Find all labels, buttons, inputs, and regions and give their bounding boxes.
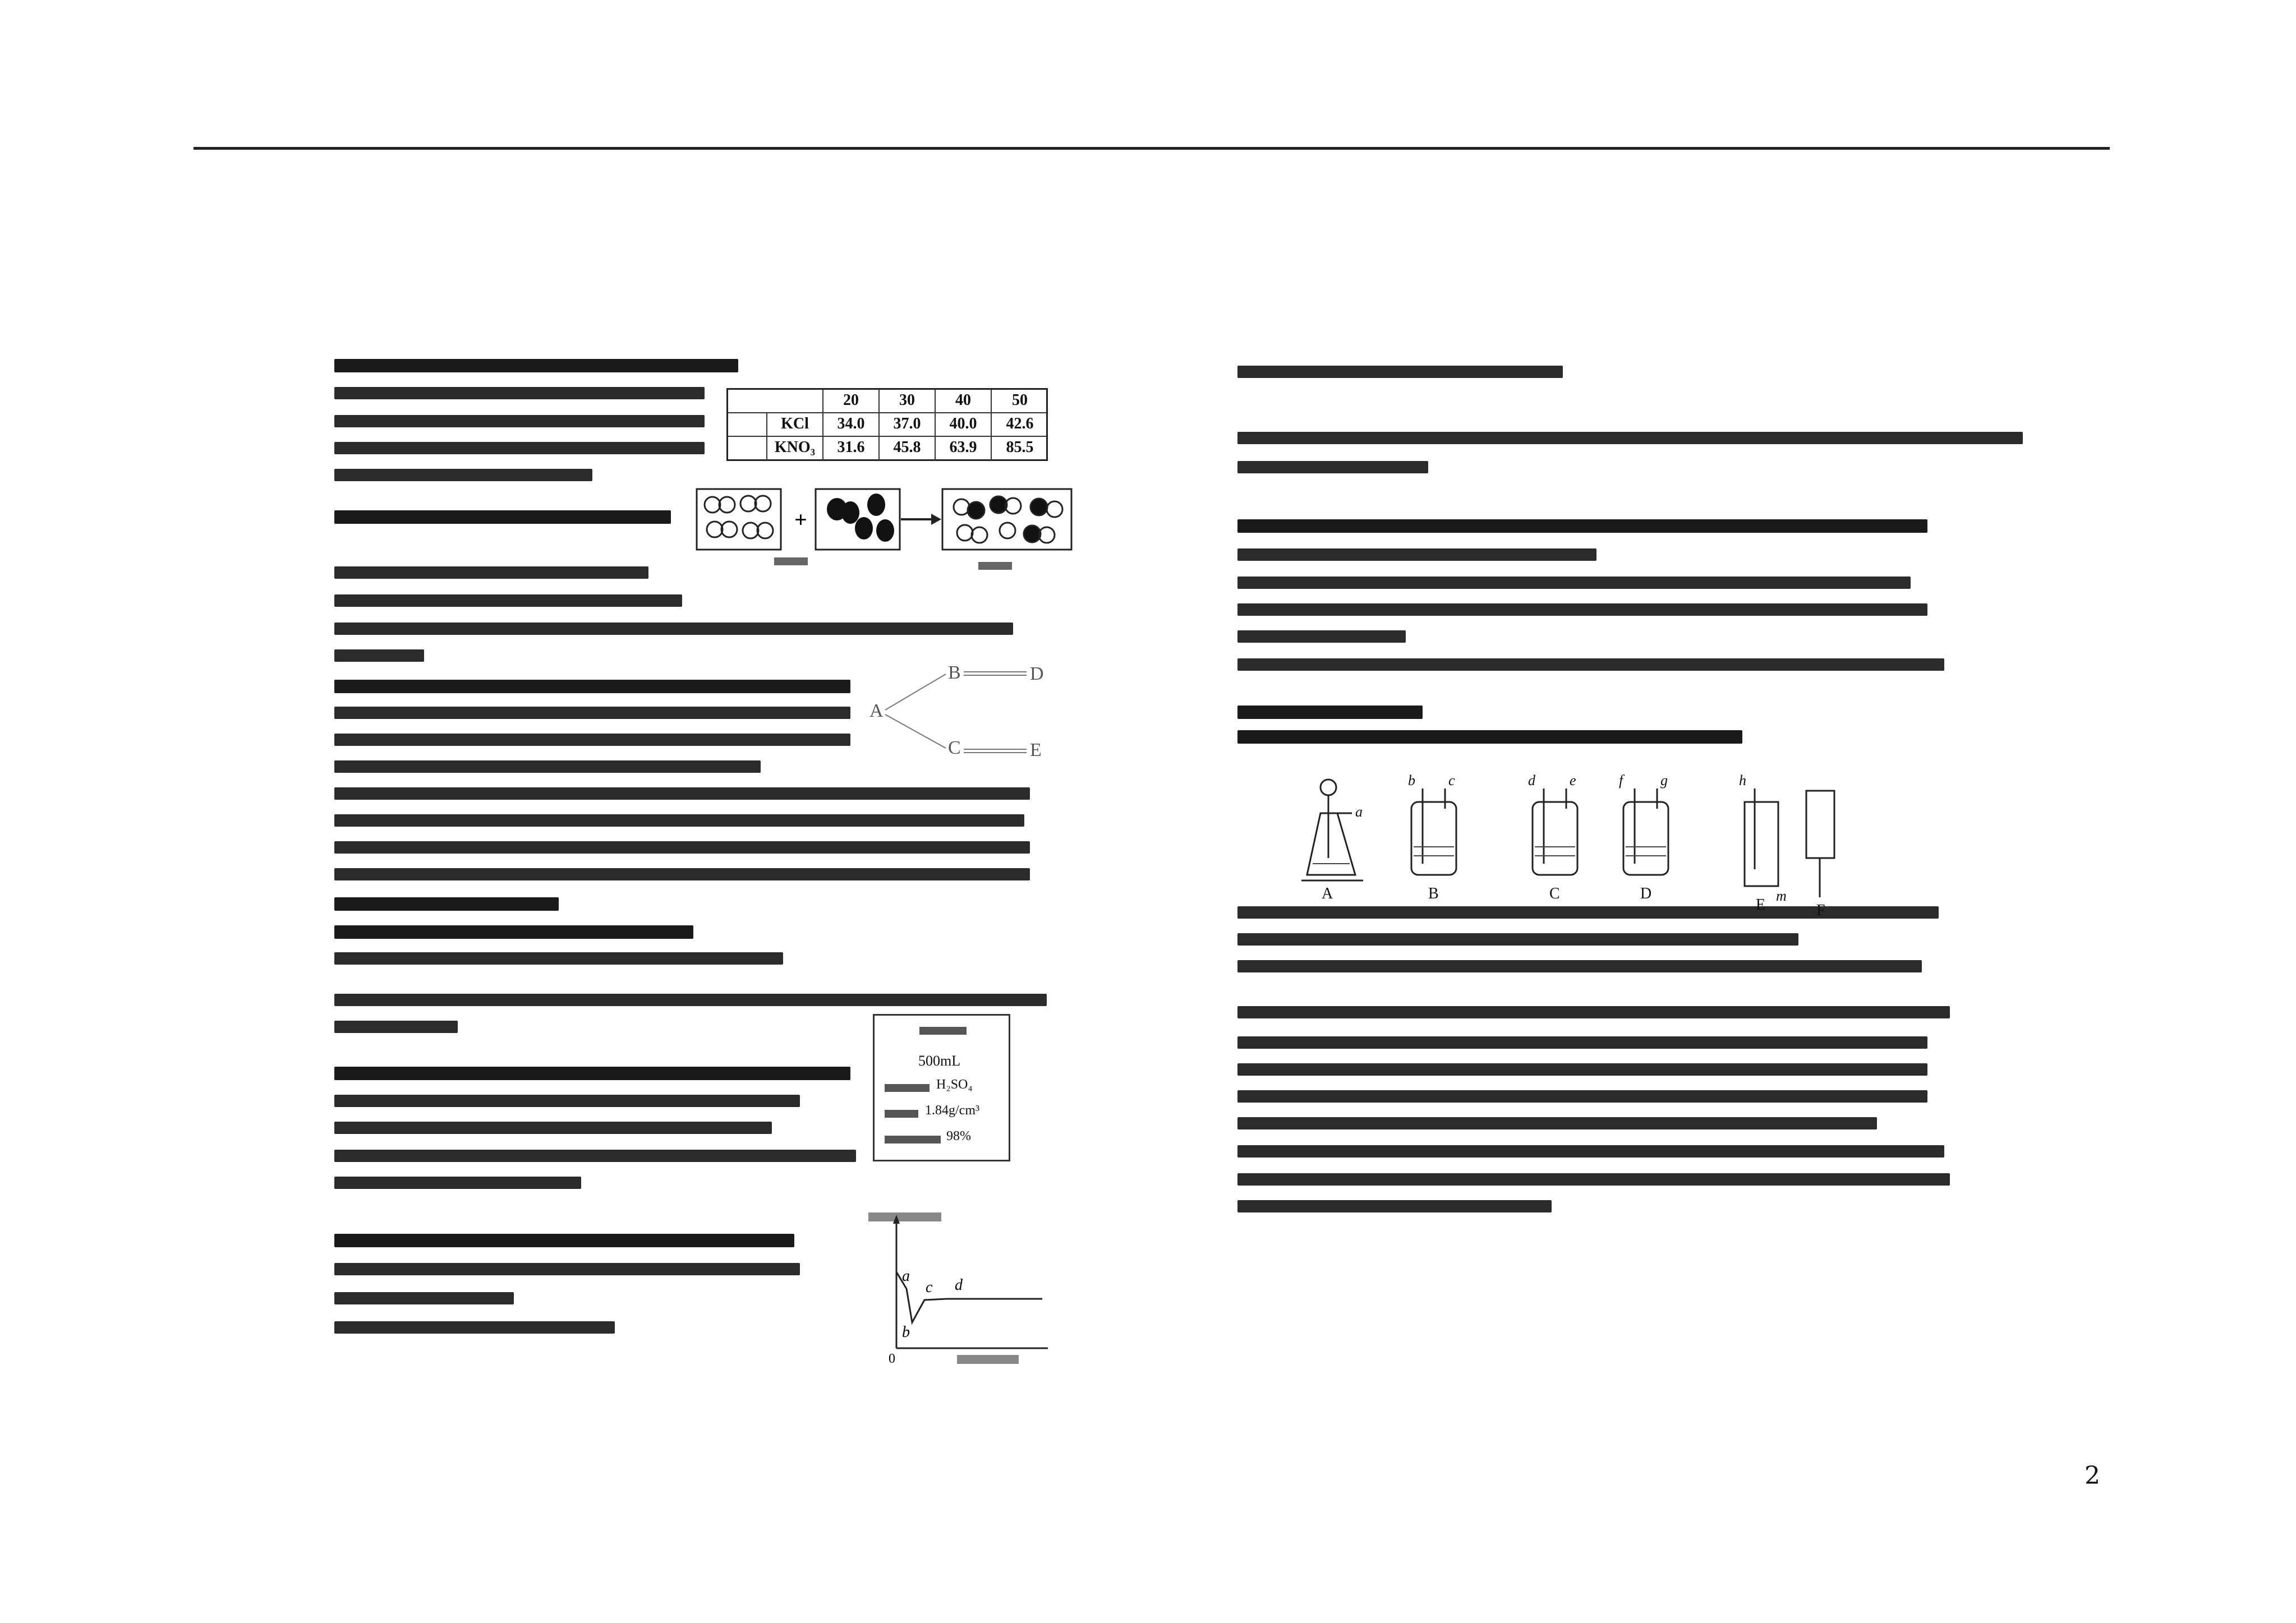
reactant-caption (774, 557, 808, 565)
q20-text (334, 814, 1024, 827)
graph-curve (896, 1272, 1042, 1322)
table-cell: 20 (823, 390, 880, 412)
q23-text (334, 1292, 514, 1304)
bottle-b (1411, 802, 1456, 875)
table-cell (728, 413, 767, 436)
q23-text (1237, 461, 1428, 473)
point-b-label: b (902, 1324, 910, 1341)
label-line (885, 1110, 918, 1118)
table-cell (728, 390, 823, 412)
mass-graph (863, 1205, 1053, 1373)
apparatus-b-label: B (1428, 885, 1439, 902)
table-row (728, 413, 1046, 437)
q25-text (1237, 960, 1922, 972)
bottle-d (1623, 802, 1668, 875)
section-heading (334, 897, 559, 911)
table-cell: 85.5 (1006, 439, 1034, 456)
table-cell: 40 (936, 390, 992, 412)
q25-text (1237, 1145, 1944, 1158)
q20-text (334, 760, 761, 773)
port-m: m (1776, 888, 1787, 904)
table-cell: 40.0 (936, 413, 992, 436)
apparatus-figure (1301, 768, 1862, 925)
apparatus-e-label: E (1756, 896, 1766, 914)
q22-text (334, 1095, 800, 1107)
table-cell: 50 (1012, 391, 1028, 409)
table-cell: 34.0 (823, 413, 880, 436)
y-axis-label (868, 1212, 941, 1221)
node-d: D (1030, 663, 1044, 684)
table-cell: 42.6 (1006, 415, 1034, 432)
edge-a-c (885, 714, 946, 748)
point-a-label: a (902, 1267, 910, 1285)
q22-text (334, 1122, 772, 1134)
node-e: E (1030, 740, 1042, 760)
solubility-table (726, 388, 1048, 461)
q19-text (334, 623, 1013, 635)
q18-text (334, 387, 705, 399)
table-cell: 30 (880, 390, 936, 412)
section-heading (1237, 706, 1423, 719)
label-line (885, 1136, 941, 1144)
table-cell (728, 437, 767, 460)
q24-text (1237, 630, 1406, 643)
q25-text (1237, 1036, 1927, 1049)
table-cell: 63.9 (936, 437, 992, 460)
q25-text (1237, 1063, 1927, 1076)
q20-text (334, 734, 850, 746)
label-volume: 500mL (918, 1053, 961, 1069)
apparatus-d-label: D (1640, 885, 1652, 902)
page-number: 2 (2085, 1461, 2100, 1490)
table-header-row (728, 390, 1046, 413)
label-formula: H₂SO₄ (936, 1077, 973, 1092)
table-cell: 31.6 (823, 437, 880, 460)
plus-sign: + (794, 507, 807, 532)
table-cell: KCl (767, 413, 823, 436)
q20-text (334, 680, 850, 693)
q18-text (334, 442, 705, 454)
flask-a (1307, 813, 1355, 875)
q19-text (334, 594, 682, 607)
table-row (728, 437, 1046, 460)
hollow-molecules (705, 496, 773, 538)
q25-text (1237, 1173, 1950, 1186)
bottle-c (1533, 802, 1577, 875)
label-title (919, 1027, 967, 1035)
q19-text (334, 510, 671, 524)
q20-text (334, 787, 1030, 800)
node-c: C (948, 737, 961, 758)
port-e: e (1570, 772, 1576, 789)
product-molecules (954, 496, 1062, 543)
q21-text (334, 1021, 458, 1033)
q21-text (334, 925, 693, 939)
solid-molecules (827, 494, 894, 542)
point-d-label: d (955, 1276, 963, 1294)
reagent-label (873, 1014, 1010, 1161)
q22-text (334, 1177, 581, 1189)
q25-text (1237, 933, 1798, 946)
q20-text (334, 841, 1030, 854)
label-density: 1.84g/cm³ (925, 1103, 980, 1118)
reaction-figure (696, 488, 1077, 589)
product-caption (978, 562, 1012, 570)
label-line (885, 1084, 930, 1092)
q22-text (334, 1150, 856, 1162)
node-a: A (869, 700, 884, 721)
apparatus-f-label: F (1816, 902, 1825, 919)
apparatus-a-label: A (1322, 885, 1333, 902)
q25-text (1237, 1090, 1927, 1103)
header-rule (194, 147, 2110, 150)
reaction-arrowhead (931, 514, 941, 525)
port-f: f (1619, 772, 1623, 789)
port-g: g (1660, 772, 1668, 789)
q21-text (334, 994, 1047, 1006)
relation-scheme (864, 662, 1055, 763)
port-a: a (1355, 804, 1363, 820)
q24-text (1237, 577, 1911, 589)
funnel-bulb (1320, 780, 1336, 795)
q22-text (334, 1067, 850, 1080)
q19-text (334, 566, 648, 579)
table-cell: 37.0 (880, 413, 936, 436)
q25-text (1237, 1200, 1552, 1212)
q24-text (1237, 658, 1944, 671)
label-fraction: 98% (946, 1129, 971, 1144)
origin-label: 0 (889, 1352, 895, 1366)
q24-text (1237, 519, 1927, 533)
port-d: d (1528, 772, 1535, 789)
q18-text (334, 359, 738, 372)
q21-text (334, 952, 783, 965)
q23-text (334, 1263, 800, 1275)
port-c: c (1448, 772, 1455, 789)
port-b: b (1408, 772, 1415, 789)
edge-a-b (885, 674, 946, 710)
q20-text (334, 868, 1030, 880)
q19-text (334, 649, 424, 662)
q24-text (1237, 548, 1596, 561)
table-cell: KNO₃ (767, 437, 823, 460)
q23-text (1237, 432, 2023, 444)
point-c-label: c (926, 1279, 933, 1296)
liquid-levels (1313, 847, 1666, 864)
node-b: B (948, 662, 961, 683)
q25-text (1237, 1117, 1877, 1129)
q25-text (1237, 730, 1742, 744)
q25-text (1237, 1006, 1950, 1018)
q18-text (334, 415, 705, 427)
q24-text (1237, 603, 1927, 616)
q18-text (334, 469, 592, 481)
bottle-e (1745, 802, 1778, 886)
q23-text (1237, 366, 1563, 378)
table-cell: 45.8 (880, 437, 936, 460)
x-axis-label (957, 1355, 1019, 1364)
apparatus-c-label: C (1549, 885, 1560, 902)
q20-text (334, 707, 850, 719)
q23-text (334, 1234, 794, 1247)
q23-text (334, 1321, 615, 1334)
bottle-f (1806, 791, 1834, 858)
port-h: h (1739, 772, 1746, 789)
